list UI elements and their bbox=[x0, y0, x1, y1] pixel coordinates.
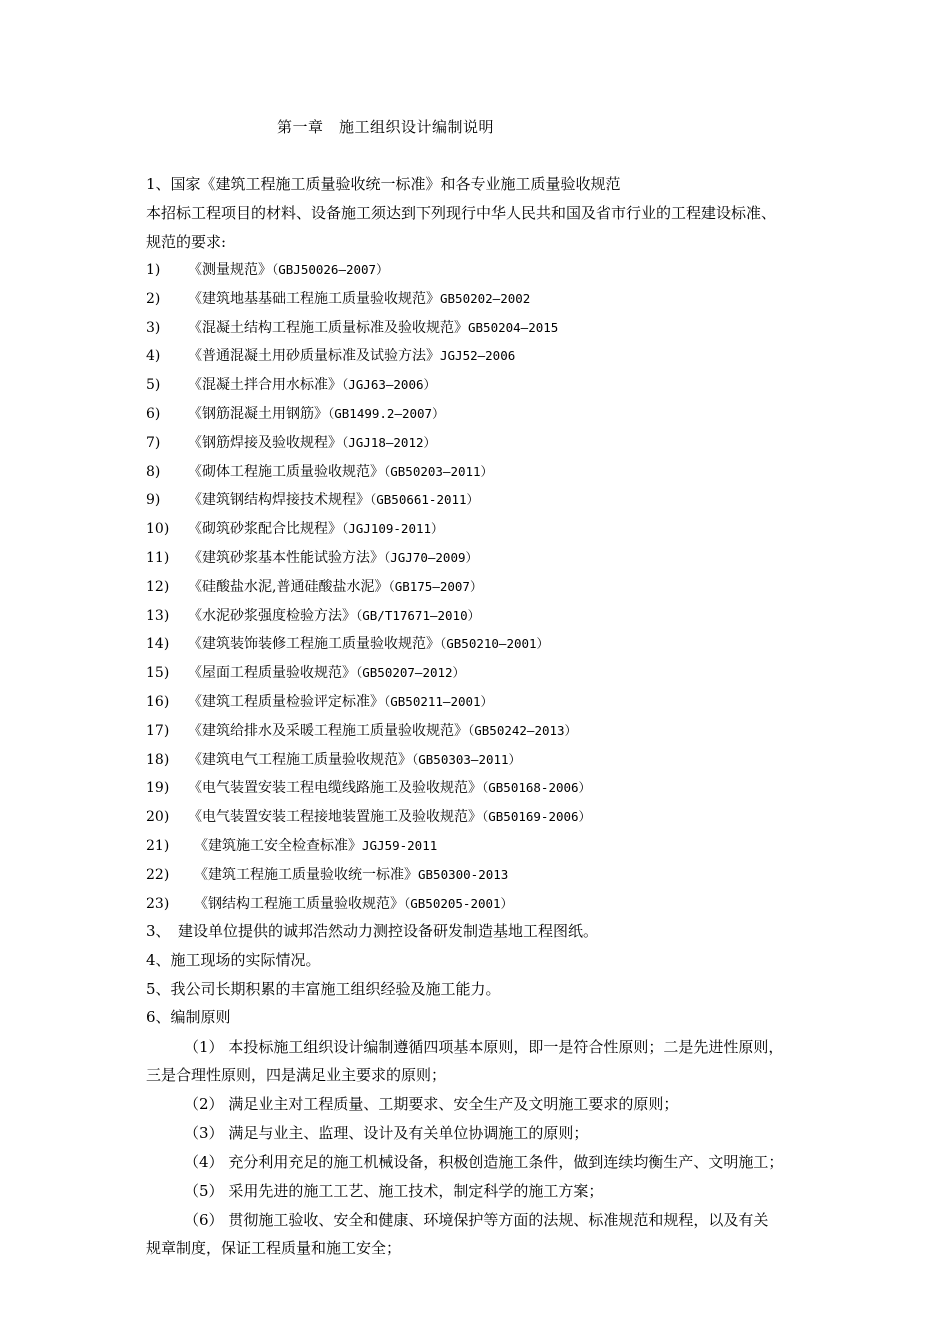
standard-number: 19) bbox=[146, 780, 170, 797]
standard-code: （GB50210—2001） bbox=[440, 636, 550, 652]
standard-code: （GB50205-2001） bbox=[404, 895, 514, 911]
standard-code: （JGJ109-2011） bbox=[342, 521, 444, 537]
intro-line-2: 规范的要求: bbox=[146, 233, 227, 251]
standard-code: （GB50303—2011） bbox=[412, 751, 522, 767]
standard-item bbox=[146, 865, 508, 885]
standard-number: 10) bbox=[146, 521, 170, 538]
principle-5 bbox=[184, 1180, 603, 1202]
item-5: 5、我公司长期积累的丰富施工组织经验及施工能力。 bbox=[146, 980, 501, 998]
standard-code: （GBJ50026—2007） bbox=[272, 262, 389, 277]
item-3: 3、 建设单位提供的诚邦浩然动力测控设备研发制造基地工程图纸。 bbox=[146, 922, 599, 940]
standard-number: 9) bbox=[146, 492, 161, 509]
standard-number: 12) bbox=[146, 578, 170, 595]
standard-name: 《钢筋焊接及验收规程》 bbox=[188, 434, 342, 451]
standard-code: （GB1499.2—2007） bbox=[328, 406, 445, 421]
principle-6 bbox=[184, 1209, 768, 1231]
standard-code: （GB/T17671—2010） bbox=[356, 607, 481, 623]
principle-4 bbox=[184, 1151, 783, 1173]
principle-1-continued: 三是合理性原则，四是满足业主要求的原则； bbox=[146, 1066, 447, 1084]
standard-number: 7) bbox=[146, 434, 161, 451]
standard-number: 5) bbox=[146, 377, 161, 394]
standard-code: （GB50207—2012） bbox=[356, 665, 466, 681]
standard-item bbox=[146, 721, 577, 741]
principle-3 bbox=[184, 1122, 588, 1144]
standard-item bbox=[146, 663, 465, 683]
standard-name: 《建筑电气工程施工质量验收规范》 bbox=[188, 751, 412, 768]
standard-item bbox=[146, 778, 591, 798]
standard-code: （GB50203—2011） bbox=[384, 463, 494, 479]
standard-item bbox=[146, 462, 493, 482]
standard-item bbox=[146, 490, 479, 510]
standard-number: 20) bbox=[146, 809, 170, 826]
standard-number: 6) bbox=[146, 406, 161, 422]
principle-text: 本投标施工组织设计编制遵循四项基本原则，即一是符合性原则；二是先进性原则， bbox=[228, 1038, 784, 1056]
intro-line-1: 本招标工程项目的材料、设备施工须达到下列现行中华人民共和国及省市行业的工程建设标准、 bbox=[146, 204, 777, 222]
standard-name: 《建筑装饰装修工程施工质量验收规范》 bbox=[188, 636, 440, 653]
chapter-title: 第一章 施工组织设计编制说明 bbox=[277, 118, 495, 136]
standard-number: 15) bbox=[146, 665, 170, 682]
standard-name: 《屋面工程质量验收规范》 bbox=[188, 665, 356, 682]
principle-number: （4） bbox=[184, 1153, 224, 1171]
standard-name: 《建筑地基基础工程施工质量验收规范》 bbox=[188, 290, 440, 307]
standard-number: 8) bbox=[146, 463, 161, 480]
principle-text: 满足业主对工程质量、工期要求、安全生产及文明施工要求的原则； bbox=[228, 1095, 679, 1113]
standard-item bbox=[146, 836, 437, 856]
standard-name: 《钢筋混凝土用钢筋》 bbox=[188, 406, 328, 422]
standard-item bbox=[146, 894, 513, 914]
standard-code: JGJ52—2006 bbox=[440, 348, 516, 364]
principle-2 bbox=[184, 1093, 678, 1115]
standard-code: GB50202—2002 bbox=[440, 290, 531, 306]
standard-name: 《建筑钢结构焊接技术规程》 bbox=[188, 492, 370, 509]
standard-name: 《钢结构工程施工质量验收规范》 bbox=[194, 895, 404, 912]
standard-number: 2) bbox=[146, 290, 161, 307]
standard-name: 《砌筑砂浆配合比规程》 bbox=[188, 521, 342, 538]
standard-number: 13) bbox=[146, 607, 170, 624]
standard-item bbox=[146, 548, 478, 568]
standard-code: JGJ59-2011 bbox=[362, 838, 438, 853]
standard-item bbox=[146, 433, 436, 453]
item-6-heading: 6、编制原则 bbox=[146, 1008, 231, 1026]
standard-number: 17) bbox=[146, 722, 170, 739]
standard-code: （GB175—2007） bbox=[388, 578, 483, 594]
standard-number: 4) bbox=[146, 348, 161, 365]
standard-item bbox=[146, 519, 444, 539]
principle-1 bbox=[184, 1036, 783, 1058]
section1-heading: 1、国家《建筑工程施工质量验收统一标准》和各专业施工质量验收规范 bbox=[146, 175, 621, 193]
standard-item bbox=[146, 634, 549, 654]
standard-number: 14) bbox=[146, 636, 170, 653]
standard-item bbox=[146, 750, 521, 770]
standard-number: 23) bbox=[146, 895, 170, 912]
item-4: 4、施工现场的实际情况。 bbox=[146, 951, 321, 969]
standard-name: 《建筑给排水及采暖工程施工质量验收规范》 bbox=[188, 722, 468, 739]
standard-code: （GB50661-2011） bbox=[370, 492, 480, 508]
standard-item bbox=[146, 692, 493, 712]
standard-item bbox=[146, 375, 436, 395]
standard-number: 3) bbox=[146, 319, 161, 336]
principle-number: （1） bbox=[184, 1038, 224, 1056]
principle-text: 满足与业主、监理、设计及有关单位协调施工的原则； bbox=[228, 1124, 589, 1142]
standard-item bbox=[146, 577, 482, 597]
standard-code: GB50204—2015 bbox=[468, 319, 559, 335]
standard-name: 《硅酸盐水泥,普通硅酸盐水泥》 bbox=[188, 578, 389, 595]
standard-number: 1) bbox=[146, 262, 161, 278]
principle-number: （3） bbox=[184, 1124, 224, 1142]
principle-text: 采用先进的施工工艺、施工技术，制定科学的施工方案； bbox=[228, 1182, 604, 1200]
standard-number: 18) bbox=[146, 751, 170, 768]
standard-number: 16) bbox=[146, 694, 170, 710]
principle-text: 充分利用充足的施工机械设备，积极创造施工条件，做到连续均衡生产、文明施工； bbox=[228, 1153, 784, 1171]
standard-code: （JGJ18—2012） bbox=[342, 434, 437, 450]
principle-text: 贯彻施工验收、安全和健康、环境保护等方面的法规、标准规范和规程，以及有关 bbox=[228, 1211, 769, 1229]
standard-number: 21) bbox=[146, 838, 170, 854]
standard-name: 《水泥砂浆强度检验方法》 bbox=[188, 607, 356, 624]
standard-code: （JGJ63—2006） bbox=[342, 377, 437, 393]
standard-number: 11) bbox=[146, 550, 170, 566]
standard-name: 《电气装置安装工程电缆线路施工及验收规范》 bbox=[188, 780, 482, 797]
standard-item bbox=[146, 807, 591, 827]
standard-name: 《测量规范》 bbox=[188, 262, 272, 278]
standard-name: 《混凝土结构工程施工质量标准及验收规范》 bbox=[188, 319, 468, 336]
standard-item bbox=[146, 289, 530, 309]
standard-name: 《电气装置安装工程接地装置施工及验收规范》 bbox=[188, 809, 482, 826]
standard-item bbox=[146, 404, 445, 424]
principle-6-continued: 规章制度，保证工程质量和施工安全； bbox=[146, 1239, 402, 1257]
standard-code: （JGJ70—2009） bbox=[384, 550, 479, 565]
standard-name: 《建筑砂浆基本性能试验方法》 bbox=[188, 550, 384, 566]
standard-name: 《砌体工程施工质量验收规范》 bbox=[188, 463, 384, 480]
principle-number: （5） bbox=[184, 1182, 224, 1200]
standard-item bbox=[146, 606, 480, 626]
standard-code: GB50300-2013 bbox=[418, 866, 509, 882]
standard-code: （GB50168-2006） bbox=[482, 780, 592, 796]
standard-item bbox=[146, 318, 558, 338]
standard-number: 22) bbox=[146, 866, 170, 883]
standard-code: （GB50169-2006） bbox=[482, 809, 592, 825]
standard-name: 《建筑工程质量检验评定标准》 bbox=[188, 694, 384, 710]
standard-item bbox=[146, 346, 515, 366]
principle-number: （2） bbox=[184, 1095, 224, 1113]
standard-name: 《建筑工程施工质量验收统一标准》 bbox=[194, 866, 418, 883]
standard-item bbox=[146, 260, 389, 280]
standard-name: 《建筑施工安全检查标准》 bbox=[194, 838, 362, 854]
standard-code: （GB50242—2013） bbox=[468, 722, 578, 738]
standard-name: 《普通混凝土用砂质量标准及试验方法》 bbox=[188, 348, 440, 365]
standard-code: （GB50211—2001） bbox=[384, 694, 494, 709]
principle-number: （6） bbox=[184, 1211, 224, 1229]
standard-name: 《混凝土拌合用水标准》 bbox=[188, 377, 342, 394]
